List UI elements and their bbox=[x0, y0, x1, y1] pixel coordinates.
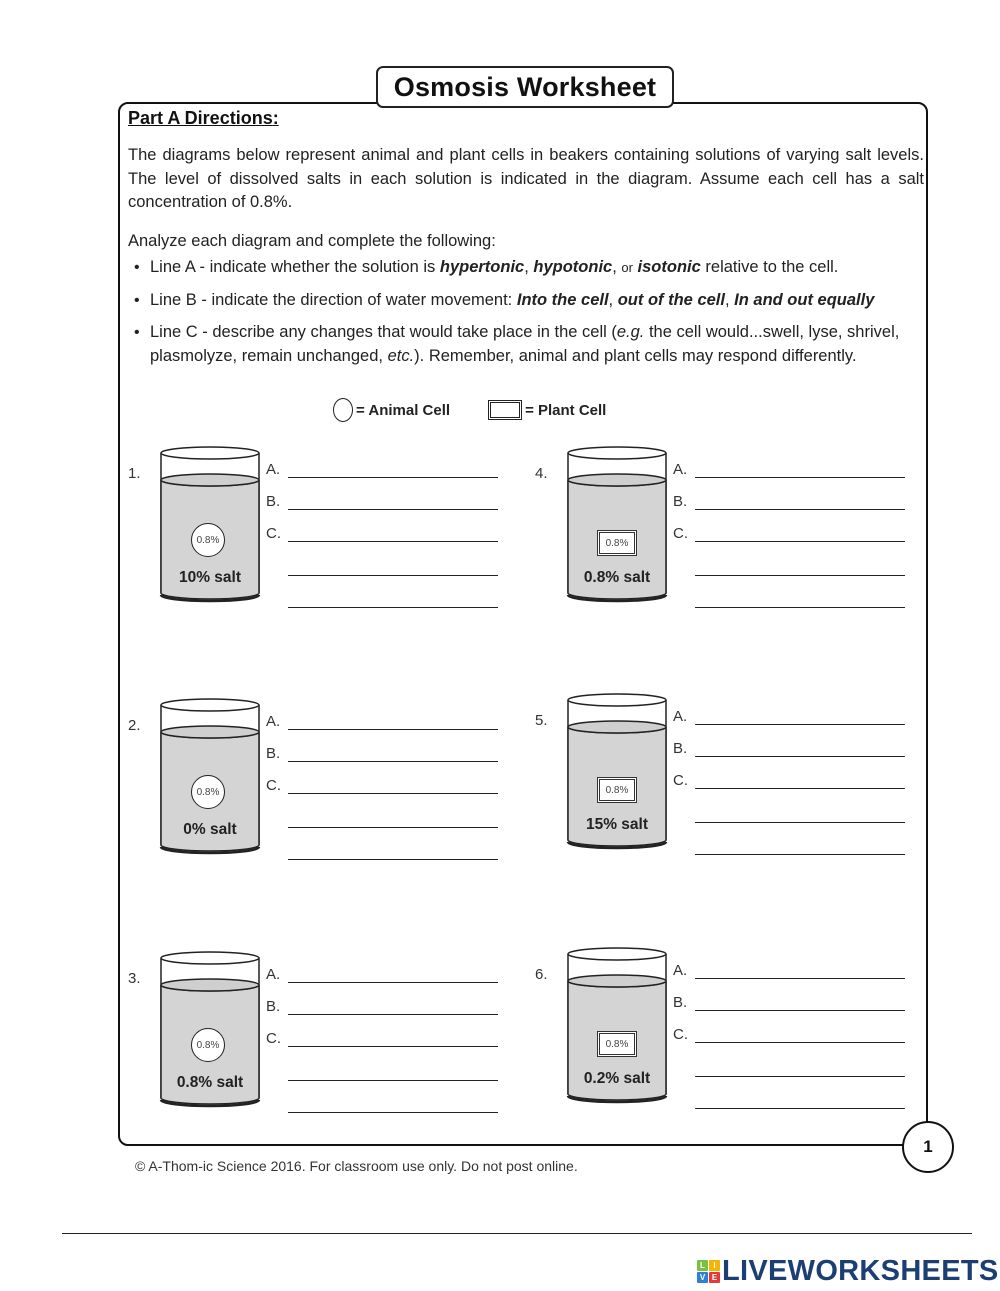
section-heading-colon: : bbox=[272, 108, 279, 128]
solution-salt-label: 0.8% salt bbox=[583, 569, 651, 586]
problem-1 bbox=[128, 445, 508, 625]
term-isotonic: isotonic bbox=[637, 258, 701, 276]
answer-line-c[interactable] bbox=[695, 768, 905, 789]
bullet-line-a bbox=[134, 256, 924, 280]
answer-line-c-continued[interactable] bbox=[288, 1092, 498, 1113]
section-heading-text: Part A Directions bbox=[128, 108, 273, 128]
plant-cell-symbol-icon bbox=[488, 400, 522, 420]
beaker-diagram bbox=[567, 946, 667, 1111]
answer-line-c-continued[interactable] bbox=[288, 587, 498, 608]
answer-line-c[interactable] bbox=[695, 1022, 905, 1043]
animal-cell bbox=[191, 523, 225, 557]
answer-line-b[interactable] bbox=[288, 489, 498, 510]
answer-line-c-continued[interactable] bbox=[695, 587, 905, 608]
animal-cell-symbol-icon bbox=[333, 398, 353, 422]
beaker-diagram bbox=[160, 950, 260, 1115]
answer-line-c-continued[interactable] bbox=[288, 807, 498, 828]
instruction-text: Analyze each diagram and complete the following: bbox=[128, 232, 496, 250]
solution-salt-label: 0% salt bbox=[183, 821, 237, 838]
answer-line-a[interactable] bbox=[288, 709, 498, 730]
answer-line-a[interactable] bbox=[695, 457, 905, 478]
solution-salt-label: 15% salt bbox=[585, 816, 649, 833]
answer-line-c-continued[interactable] bbox=[288, 1060, 498, 1081]
bullet-b-prefix: Line B - indicate the direction of water movement: bbox=[150, 290, 517, 309]
problem-3 bbox=[128, 950, 508, 1130]
line-label-b: B. bbox=[266, 745, 281, 762]
bullet-c-prefix: Line C - describe any changes that would take place in the cell ( bbox=[150, 323, 617, 341]
answer-line-c-continued[interactable] bbox=[695, 802, 905, 823]
line-label-b: B. bbox=[673, 493, 688, 510]
cell-concentration: 0.8% bbox=[196, 534, 220, 546]
term-out-of-cell: out of the cell bbox=[617, 290, 725, 309]
problem-number: 2. bbox=[128, 717, 141, 734]
line-label-b: B. bbox=[673, 994, 688, 1011]
problem-5 bbox=[535, 692, 915, 872]
answer-line-c[interactable] bbox=[695, 521, 905, 542]
term-into-cell: Into the cell bbox=[516, 290, 609, 309]
instruction-bullets bbox=[134, 256, 924, 377]
problem-number: 5. bbox=[535, 712, 548, 729]
plant-cell bbox=[597, 1031, 637, 1057]
intro-paragraph: The diagrams below represent animal and plant cells in beakers containing solutions of varying salt levels. The level of dissolved salts in each solution is indicated in the diagram. Assume each cell has a salt concentration of 0.8%. bbox=[128, 146, 924, 211]
answer-line-b[interactable] bbox=[288, 994, 498, 1015]
bullet-c-middle: the cell would...swell, lyse, shrivel, plasmolyze, remain unchanged, bbox=[150, 323, 900, 365]
term-hypertonic: hypertonic bbox=[439, 258, 525, 276]
cell-concentration: 0.8% bbox=[196, 786, 220, 798]
bullet-line-c bbox=[134, 321, 924, 368]
line-label-a: A. bbox=[266, 461, 281, 478]
answer-line-a[interactable] bbox=[695, 958, 905, 979]
answer-line-c-continued[interactable] bbox=[288, 555, 498, 576]
cell-concentration: 0.8% bbox=[196, 1039, 220, 1051]
copyright-text: © A-Thom-ic Science 2016. For classroom use only. Do not post online. bbox=[135, 1158, 578, 1174]
answer-line-a[interactable] bbox=[695, 704, 905, 725]
cell-concentration: 0.8% bbox=[605, 784, 629, 796]
liveworksheets-logo-icon bbox=[697, 1260, 720, 1283]
answer-line-b[interactable] bbox=[695, 736, 905, 757]
page-number: 1 bbox=[902, 1121, 954, 1173]
brand-name: LIVEWORKSHEETS bbox=[722, 1255, 999, 1287]
answer-line-c-continued[interactable] bbox=[695, 834, 905, 855]
liveworksheets-brand[interactable] bbox=[697, 1255, 999, 1288]
logo-letter: V bbox=[697, 1272, 708, 1283]
plant-cell bbox=[597, 777, 637, 803]
problem-2 bbox=[128, 697, 508, 877]
cell-concentration: 0.8% bbox=[605, 537, 629, 549]
problem-number: 6. bbox=[535, 966, 548, 983]
legend-plant-label: = Plant Cell bbox=[525, 401, 607, 419]
answer-line-b[interactable] bbox=[288, 741, 498, 762]
solution-salt-label: 0.8% salt bbox=[176, 1074, 244, 1091]
animal-cell bbox=[191, 775, 225, 809]
answer-line-b[interactable] bbox=[695, 990, 905, 1011]
cell-legend bbox=[333, 398, 606, 422]
line-label-b: B. bbox=[673, 740, 688, 757]
beaker-diagram bbox=[160, 697, 260, 862]
legend-animal-label: = Animal Cell bbox=[356, 401, 451, 419]
sep: , bbox=[608, 290, 618, 309]
bullet-c-suffix: ). Remember, animal and plant cells may respond differently. bbox=[414, 346, 857, 365]
solution-salt-label: 0.2% salt bbox=[583, 1070, 651, 1087]
plant-cell bbox=[597, 530, 637, 556]
problem-4 bbox=[535, 445, 915, 625]
answer-line-b[interactable] bbox=[695, 489, 905, 510]
divider bbox=[62, 1233, 972, 1234]
beaker-diagram bbox=[160, 445, 260, 610]
line-label-a: A. bbox=[673, 962, 688, 979]
etc-text: etc. bbox=[387, 346, 415, 365]
term-in-and-out: In and out equally bbox=[734, 290, 875, 309]
line-label-c: C. bbox=[266, 525, 281, 542]
or-text: or bbox=[621, 260, 633, 275]
sep: , bbox=[612, 258, 622, 276]
sep: , bbox=[724, 290, 735, 309]
line-label-a: A. bbox=[673, 461, 688, 478]
line-label-a: A. bbox=[266, 713, 281, 730]
title-box bbox=[376, 66, 674, 108]
answer-line-c-continued[interactable] bbox=[288, 839, 498, 860]
problem-number: 1. bbox=[128, 465, 141, 482]
answer-line-c[interactable] bbox=[288, 773, 498, 794]
answer-line-c-continued[interactable] bbox=[695, 1088, 905, 1109]
section-heading bbox=[128, 108, 279, 129]
animal-cell bbox=[191, 1028, 225, 1062]
problem-6 bbox=[535, 946, 915, 1126]
term-hypotonic: hypotonic bbox=[533, 258, 613, 276]
answer-line-c[interactable] bbox=[288, 521, 498, 542]
bullet-line-b bbox=[134, 289, 924, 313]
line-label-c: C. bbox=[673, 525, 688, 542]
line-label-c: C. bbox=[673, 772, 688, 789]
line-label-c: C. bbox=[266, 1030, 281, 1047]
answer-line-c-continued[interactable] bbox=[695, 1056, 905, 1077]
line-label-b: B. bbox=[266, 998, 281, 1015]
bullet-a-suffix: relative to the cell. bbox=[700, 258, 839, 276]
answer-line-c-continued[interactable] bbox=[695, 555, 905, 576]
worksheet-title: Osmosis Worksheet bbox=[393, 71, 657, 102]
beaker-diagram bbox=[567, 692, 667, 857]
logo-letter: E bbox=[709, 1272, 720, 1283]
line-label-c: C. bbox=[673, 1026, 688, 1043]
problem-number: 3. bbox=[128, 970, 141, 987]
problem-number: 4. bbox=[535, 465, 548, 482]
answer-line-c[interactable] bbox=[288, 1026, 498, 1047]
sep: , bbox=[524, 258, 534, 276]
answer-line-a[interactable] bbox=[288, 962, 498, 983]
cell-concentration: 0.8% bbox=[605, 1038, 629, 1050]
logo-letter: I bbox=[709, 1260, 720, 1271]
line-label-b: B. bbox=[266, 493, 281, 510]
answer-line-a[interactable] bbox=[288, 457, 498, 478]
line-label-a: A. bbox=[266, 966, 281, 983]
bullet-a-prefix: Line A - indicate whether the solution is bbox=[150, 258, 440, 276]
line-label-a: A. bbox=[673, 708, 688, 725]
eg-text: e.g. bbox=[616, 323, 645, 341]
solution-salt-label: 10% salt bbox=[178, 569, 242, 586]
line-label-c: C. bbox=[266, 777, 281, 794]
logo-letter: L bbox=[697, 1260, 708, 1271]
beaker-diagram bbox=[567, 445, 667, 610]
